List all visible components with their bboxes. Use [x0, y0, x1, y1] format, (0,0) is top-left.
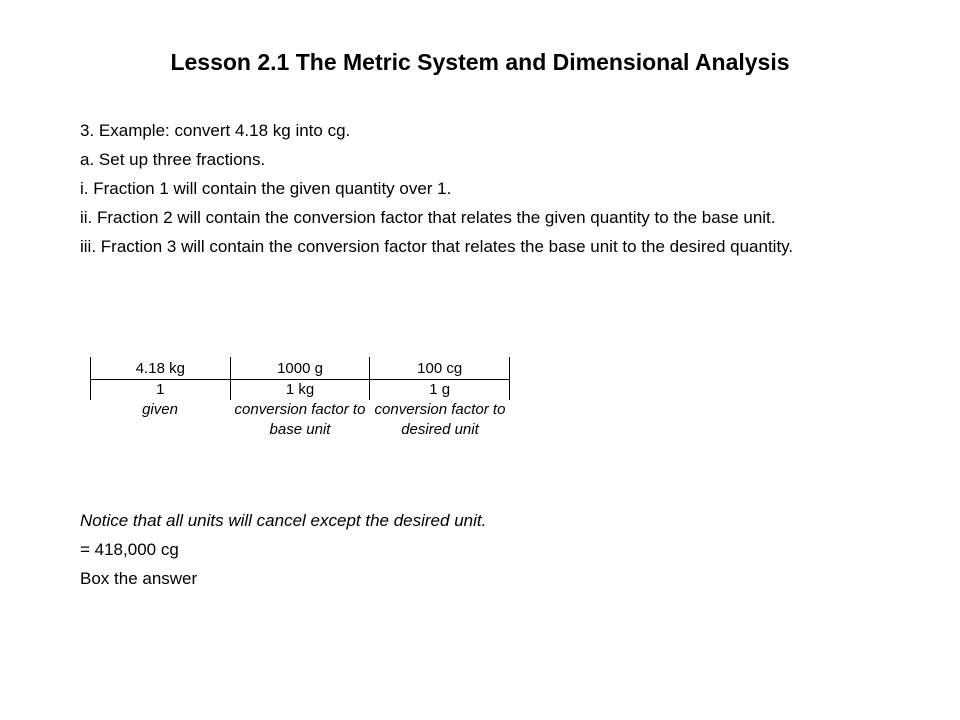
fraction-3-caption: conversion factor to desired unit: [374, 401, 506, 438]
fraction-3-denominator: 1 g: [370, 380, 510, 400]
step-ii: ii. Fraction 2 will contain the conversion factor that relates the given quantity to the base unit.: [80, 208, 776, 227]
fraction-2-denominator: 1 kg: [231, 380, 371, 400]
step-i: i. Fraction 1 will contain the given quantity over 1.: [80, 179, 452, 198]
box-note: Box the answer: [80, 569, 198, 588]
fraction-1-caption: given: [142, 401, 178, 418]
fraction-1-numerator: 4.18 kg: [90, 357, 231, 379]
fraction-3-numerator: 100 cg: [370, 357, 510, 379]
step-a: a. Set up three fractions.: [80, 150, 266, 169]
denominator-row: [90, 380, 510, 400]
conclusion: [80, 508, 880, 595]
numerator-row: [90, 357, 510, 380]
instruction-list: [80, 118, 880, 263]
caption-row: [90, 400, 510, 440]
page-title: Lesson 2.1 The Metric System and Dimensional Analysis: [170, 49, 790, 75]
fraction-2-caption: conversion factor to base unit: [234, 401, 366, 438]
result-text: = 418,000 cg: [80, 540, 179, 559]
fraction-1-denominator: 1: [90, 380, 231, 400]
notice-text: Notice that all units will cancel except the desired unit.: [80, 511, 487, 530]
fraction-2-numerator: 1000 g: [231, 357, 371, 379]
step-3: 3. Example: convert 4.18 kg into cg.: [80, 121, 351, 140]
step-iii: iii. Fraction 3 will contain the conversion factor that relates the base unit to the desired quantity.: [80, 237, 794, 256]
fraction-setup: [90, 357, 510, 440]
